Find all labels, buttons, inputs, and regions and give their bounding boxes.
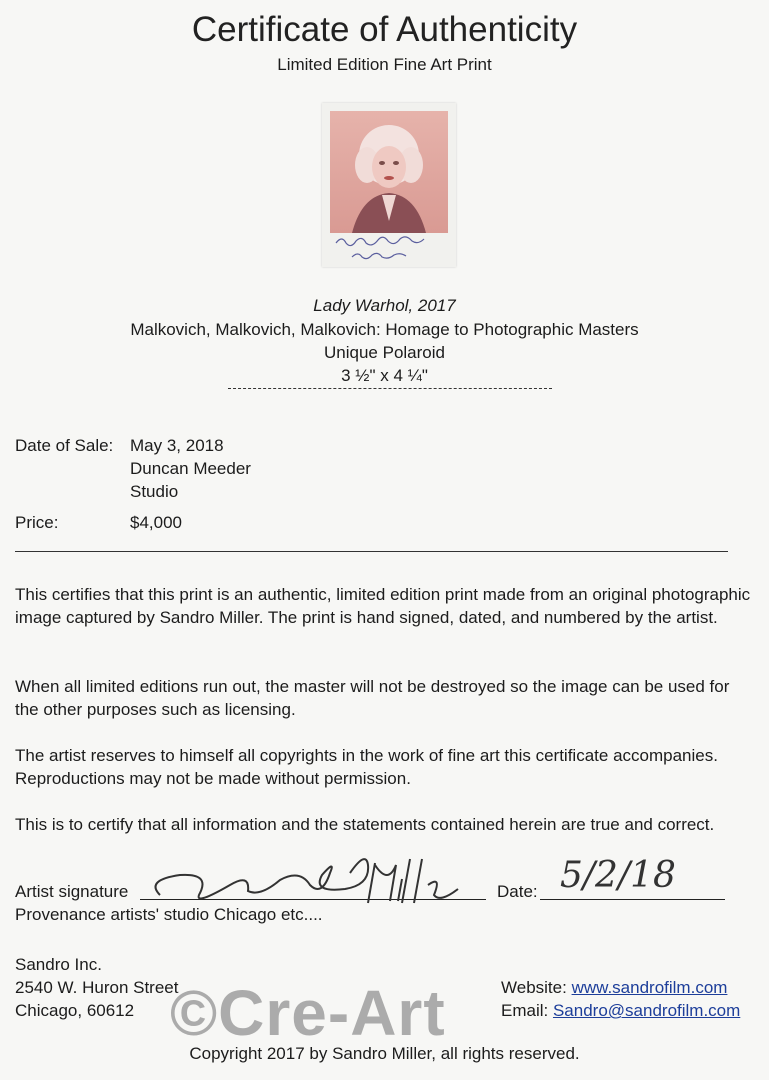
company-city: Chicago, 60612	[15, 1001, 135, 1020]
provenance-text: Provenance artists' studio Chicago etc....	[15, 905, 323, 924]
artwork-title: Lady Warhol, 2017	[313, 296, 456, 315]
company-street: 2540 W. Huron Street	[15, 978, 179, 997]
buyer-name: Duncan Meeder	[130, 459, 251, 478]
licensing-paragraph: When all limited editions run out, the master will not be destroyed so the image can be used for the other purposes such as licensing.	[15, 677, 730, 719]
email-label: Email:	[501, 1001, 549, 1020]
watermark: ©Cre-Art	[170, 977, 446, 1049]
truth-statement-paragraph: This is to certify that all information and the statements contained herein are true and correct.	[15, 815, 715, 834]
artwork-series: Malkovich, Malkovich, Malkovich: Homage to Photographic Masters	[130, 320, 639, 339]
certification-paragraph: This certifies that this print is an authentic, limited edition print made from an original photographic image captured by Sandro Miller. The print is hand signed, dated, and numbered by the artist.	[15, 585, 751, 627]
copyright-notice: Copyright 2017 by Sandro Miller, all rights reserved.	[189, 1044, 580, 1063]
email-link[interactable]: Sandro@sandrofilm.com	[552, 1001, 741, 1020]
website-link[interactable]: www.sandrofilm.com	[571, 978, 728, 997]
date-line	[540, 899, 725, 900]
dashed-divider	[228, 388, 552, 389]
artist-signature-label: Artist signature	[15, 882, 129, 901]
date-of-sale-value: May 3, 2018	[130, 436, 224, 455]
date-of-sale-label: Date of Sale:	[15, 436, 114, 455]
artwork-medium: Unique Polaroid	[324, 343, 445, 362]
price-value: $4,000	[130, 513, 182, 532]
polaroid-photo	[322, 103, 456, 267]
artwork-size: 3 ½" x 4 ¼"	[341, 366, 428, 385]
portrait-image	[322, 103, 456, 267]
website-row	[501, 976, 727, 999]
signature-date-label: Date:	[497, 882, 538, 901]
buyer-org: Studio	[130, 482, 179, 501]
email-row	[501, 999, 740, 1022]
website-label: Website:	[501, 978, 567, 997]
certificate-title: Certificate of Authenticity	[191, 10, 578, 49]
certificate-subtitle: Limited Edition Fine Art Print	[277, 55, 492, 74]
handwritten-date: 5/2/18	[560, 855, 676, 896]
price-label: Price:	[15, 513, 59, 532]
company-name: Sandro Inc.	[15, 955, 102, 974]
copyright-paragraph: The artist reserves to himself all copyrights in the work of fine art this certificate accompanies. Reproductions may not be made without permission.	[15, 746, 718, 788]
section-divider	[15, 551, 728, 552]
